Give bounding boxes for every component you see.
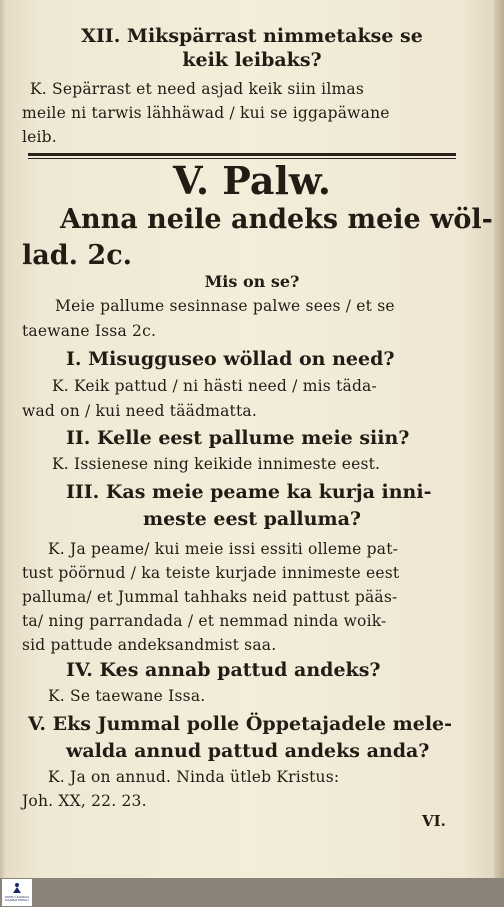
question-2: II. Kelle eest pallume meie siin? <box>66 427 410 449</box>
petition-line-2: lad. 2c. <box>22 240 133 271</box>
answer-1-line-2: wad on / kui need täädmatta. <box>22 402 257 420</box>
question-5-line-2: walda annud pattud andeks anda? <box>66 740 430 762</box>
answer-5-line-2: Joh. XX, 22. 23. <box>22 792 147 810</box>
answer-3-line-4: ta/ ning parrandada / et nemmad ninda woik- <box>22 612 387 630</box>
answer-5-line-1: K. Ja on annud. Ninda ütleb Kristus: <box>48 768 340 786</box>
scan-footer-bar <box>0 878 504 907</box>
question-3-line-1: III. Kas meie peame ka kurja inni- <box>66 481 432 503</box>
question-1: I. Misugguseo wöllad on need? <box>66 348 395 370</box>
section-divider <box>28 153 456 156</box>
question-5-line-1: V. Eks Jummal polle Öppetajadele mele- <box>28 713 453 735</box>
question-3-line-2: meste eest palluma? <box>142 508 362 530</box>
signature-mark: VI. <box>422 812 446 830</box>
library-logo <box>2 879 32 906</box>
answer-3-line-2: tust pöörnud / ka teiste kurjade innimeste eest <box>22 564 400 582</box>
library-logo-text: TARTU ÜLIKOOLI RAAMATUKOGU <box>4 895 30 903</box>
answer-2: K. Issienese ning keikide innimeste eest. <box>52 455 381 473</box>
question-12-line-2: keik leibaks? <box>182 49 322 71</box>
answer-12-line-2: meile ni tarwis lähhäwad / kui se iggapäwane <box>22 104 390 122</box>
mis-on-se-heading: Mis on se? <box>204 272 300 291</box>
answer-3-line-5: sid pattude andeksandmist saa. <box>22 636 277 654</box>
question-12-line-1: XII. Mikspärrast nimmetakse se <box>81 25 423 47</box>
answer-12-line-1: K. Sepärrast et need asjad keik siin ilmas <box>30 80 364 98</box>
answer-1-line-1: K. Keik pattud / ni hästi need / mis täda- <box>52 377 377 395</box>
paragraph-line-2: taewane Issa 2c. <box>22 322 157 340</box>
library-seal-icon <box>11 882 23 894</box>
question-4: IV. Kes annab pattud andeks? <box>66 659 381 681</box>
paragraph-line-1: Meie pallume sesinnase palwe sees / et se <box>55 297 395 315</box>
answer-4: K. Se taewane Issa. <box>48 687 206 705</box>
section-title: V. Palw. <box>172 158 332 203</box>
page-left-edge <box>0 0 6 878</box>
answer-3-line-1: K. Ja peame/ kui meie issi essiti olleme pat- <box>48 540 399 558</box>
answer-3-line-3: palluma/ et Jummal tahhaks neid pattust pääs- <box>22 588 398 606</box>
petition-line-1: Anna neile andeks meie wöl- <box>60 204 493 235</box>
answer-12-line-3: leib. <box>22 128 57 146</box>
